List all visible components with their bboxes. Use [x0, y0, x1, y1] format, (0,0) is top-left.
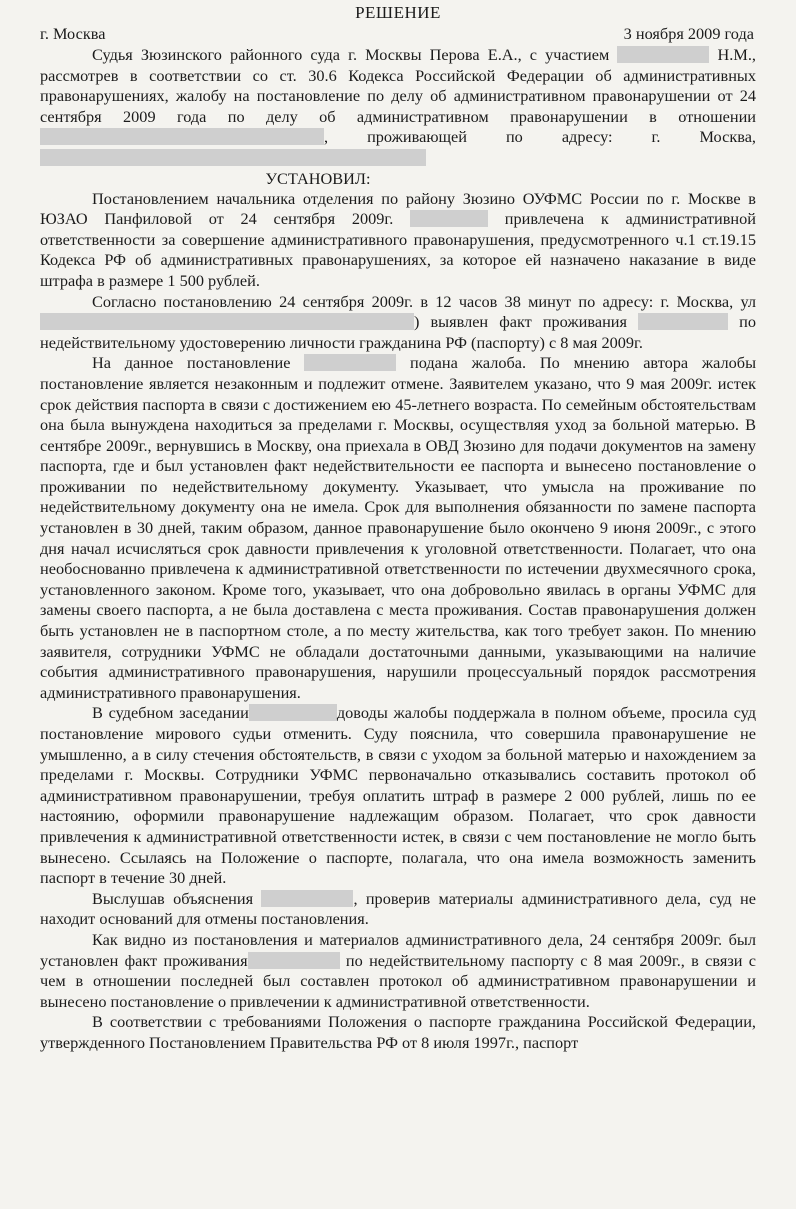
paragraph-4	[40, 703, 756, 888]
redacted-name	[638, 313, 728, 330]
document-title: РЕШЕНИЕ	[355, 3, 441, 22]
paragraph-2	[40, 292, 756, 354]
paragraph-2-text-2: ) выявлен факт проживания	[414, 312, 627, 332]
section-title: УСТАНОВИЛ:	[265, 168, 371, 188]
paragraph-4-text-1: В судебном заседании	[92, 703, 249, 723]
paragraph-5	[40, 889, 756, 930]
paragraph-2-text-3: по недействительному удостоверению личности гражданина РФ (паспорту) с 8 мая 2009г.	[40, 312, 756, 352]
paragraph-3	[40, 353, 756, 703]
paragraph-4-text-2: доводы жалобы поддержала в полном объеме, просила суд постановление мирового судьи отменить. Суду пояснила, что совершила правонарушение не умышленно, а в силу стечения обстоятельств, в связи с уходом за больной матерью и нахождением за пределами г. Москвы. Сотрудники УФМС первоначально отказывались составить протокол об административном правонарушении, требуя оплатить штраф в размере 2 000 рублей, лишь по ее настоянию, оформили правонарушение надлежащим образом. Полагает, что срок давности привлечения к административной ответственности истек, в связи с чем постановление не могло быть вынесено. Ссылаясь на Положение о паспорте, полагала, что она имела возможность заменить паспорт в течение 30 дней.	[40, 703, 756, 888]
redacted-name	[410, 210, 488, 227]
redacted-address	[40, 313, 414, 330]
redacted-name	[248, 952, 340, 969]
paragraph-1-text-1: Постановлением начальника отделения по району Зюзино ОУФМС России по г. Москве в ЮЗАО Панфиловой от 24 сентября 2009г.	[40, 188, 756, 229]
paragraph-3-text-2: подана жалоба. По мнению автора жалобы постановление является незаконным и подлежит отмене. Заявителем указано, что 9 мая 2009г. истек срок действия паспорта в связи с достижением ею 45-летнего возраста. По семейным обстоятельствам она была вынуждена находиться за пределами г. Москвы, осуществляя уход за больной матерью. В сентябре 2009г., вернувшись в Москву, она приехала в ОВД Зюзино для подачи документов на замену паспорта, где и был установлен факт недействительности ее паспорта и вынесено постановление о проживании по недействительному документу. Указывает, что умысла на проживание по недействительному документу она не имела. Срок для выполнения обязанности по замене паспорта установлен в 30 дней, таким образом, данное правонарушение было окончено 9 июня 2009г., с этого дня начал исчисляться срок давности привлечения к уголовной ответственности. Полагает, что она необоснованно привлечена к административной ответственности по истечении двухмесячного срока, установленного законом. Кроме того, указывает, что она добровольно явилась в органы УФМС для замены своего паспорта, а не была доставлена с места проживания. Состав правонарушения должен быть установлен не в паспортном столе, а по месту жительства, как того требует закон. По мнению заявителя, сотрудники УФМС не обладали достаточными данными, указывающими на наличие события административного правонарушения, нарушили процессуальный порядок рассмотрения административного правонарушения.	[40, 353, 757, 702]
intro-text-4: проживающей по адресу: г. Москва,	[367, 127, 756, 147]
redacted-name	[261, 890, 353, 907]
intro-text-2: Н.М., рассмотрев в соответствии со ст. 30.6 Кодекса Российской Федерации об административных правонарушениях, жалобу на постановление по делу об административном правонарушении от 24 сентября 2009 года по делу об административном правонарушении в отношении	[40, 45, 756, 126]
paragraph-6-text-2: по недействительному паспорту с 8 мая 2009г., в связи с чем в отношении последней был составлен протокол об административном правонарушении и вынесено постановление о привлечении к административной ответственности.	[40, 950, 756, 1011]
paragraph-5-text-1: Выслушав объяснения	[92, 888, 254, 908]
paragraph-6-text-1: Как видно из постановления и материалов административного дела, 24 сентября 2009г. был установлен факт проживания	[40, 929, 756, 970]
paragraph-3-text-1: На данное постановление	[92, 353, 291, 373]
intro-text-1: Судья Зюзинского районного суда г. Москвы Перова Е.А., с участием	[92, 45, 610, 64]
paragraph-1	[40, 189, 756, 292]
redacted-name	[40, 128, 324, 145]
paragraph-2-text-1: Согласно постановлению 24 сентября 2009г. в 12 часов 38 минут по адресу: г. Москва, ул	[92, 291, 756, 311]
city: г. Москва	[40, 24, 106, 43]
intro-text-3: ,	[324, 127, 329, 147]
dateline	[40, 24, 756, 45]
paragraph-7-text-1: В соответствии с требованиями Положения о паспорте гражданина Российской Федерации, утвержденного Постановлением Правительства РФ от 8 июля 1997г., паспорт	[40, 1012, 756, 1052]
paragraph-6	[40, 930, 756, 1012]
redacted-name	[304, 354, 396, 371]
paragraph-5-text-2: , проверив материалы административного дела, суд не находит оснований для отмены постановления.	[40, 888, 756, 929]
redacted-name	[249, 704, 337, 721]
decision-date: 3 ноября 2009 года	[623, 24, 754, 43]
paragraph-7	[40, 1012, 756, 1053]
redacted-address	[40, 149, 426, 166]
intro-paragraph	[40, 45, 756, 169]
redacted-name	[617, 46, 709, 63]
paragraph-1-text-2: привлечена к административной ответственности за совершение административного правонарушения, предусмотренного ч.1 ст.19.15 Кодекса РФ об административных правонарушениях, за которое ей назначено наказание в виде штрафа в размере 1 500 рублей.	[40, 209, 756, 290]
